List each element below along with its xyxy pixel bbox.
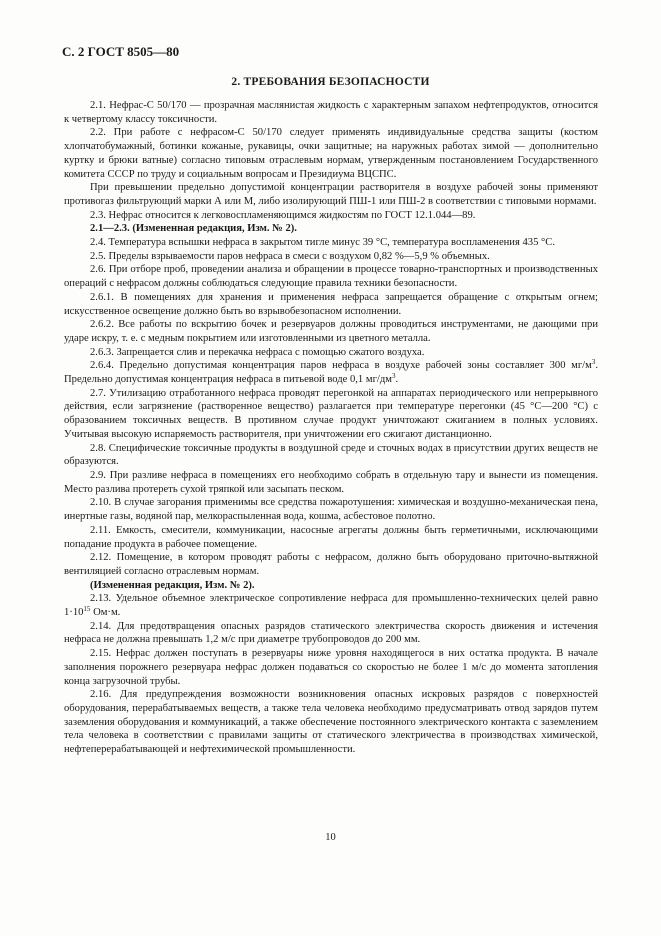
- paragraph: 2.6.2. Все работы по вскрытию бочек и резервуаров должны проводиться инструментами, не дающими при ударе искру, т. е. с медным покрытием или изготовленными из цветного металла.: [64, 319, 598, 344]
- amendment-note: 2.1—2.3. (Измененная редакция, Изм. № 2).: [90, 223, 297, 235]
- paragraph: 2.11. Емкость, смесители, коммуникации, насосные агрегаты должны быть герметичными, исключающими попадание продукта в рабочее помещение.: [64, 524, 598, 550]
- section-title: 2. ТРЕБОВАНИЯ БЕЗОПАСНОСТИ: [231, 76, 430, 88]
- paragraph: 2.6.3. Запрещается слив и перекачка нефраса с помощью сжатого воздуха.: [90, 346, 425, 358]
- paragraph: 2.10. В случае загорания применимы все средства пожаротушения: химическая и воздушно-механическая пена, инертные газы, водяной пар, мелкораспыленная вода, кошма, асбестовое полотно.: [64, 497, 598, 523]
- paragraph: 2.6. При отборе проб, проведении анализа и обращении в процессе товарно-транспортных и производственных операций с нефрасом должны соблюдаться следующие правила техники безопасности.: [64, 264, 598, 290]
- page-number: 10: [325, 832, 336, 843]
- paragraph: 2.16. Для предупреждения возможности возникновения опасных искровых разрядов с поверхностей оборудования, перерабатываемых веществ, а также тела человека необходимо предусматривать отвод зарядов путем заземления оборудования и коммуникаций, а также обеспечение постоянного электрического контакта с заземлением тела человека в соответствии с правилами защиты от статического электричества в производствах химической, нефтеперерабатывающей и нефтехимической промышленности.: [64, 689, 598, 756]
- paragraph: 2.12. Помещение, в котором проводят работы с нефрасом, должно быть оборудовано приточно-вытяжной вентиляцией согласно отраслевым нормам.: [64, 552, 598, 577]
- paragraph-text: 2.13. Удельное объемное электрическое сопротивление нефраса для промышленно-технических целей равно 1·10: [64, 593, 598, 619]
- page-header: С. 2 ГОСТ 8505—80: [62, 44, 180, 59]
- amendment-note: (Измененная редакция, Изм. № 2).: [90, 579, 255, 591]
- paragraph-text: . Предельно допустимая концентрация нефраса в питьевой воде 0,1 мг/дм: [64, 360, 598, 386]
- paragraph-2-13: [64, 592, 598, 619]
- paragraph: При превышении предельно допустимой концентрации растворителя в воздухе рабочей зоны применяют противогаз фильтрующий марки А или М, либо изолирующий ПШ-1 или ПШ-2 в соответствии с типовыми нормами.: [64, 182, 598, 207]
- paragraph: 2.1. Нефрас-С 50/170 — прозрачная маслянистая жидкость с характерным запахом нефтепродуктов, относится к четвертому классу токсичности.: [64, 100, 598, 125]
- paragraph: 2.15. Нефрас должен поступать в резервуары ниже уровня находящегося в них остатка продукта. В начале заполнения порожнего резервуара нефрас должен подаваться со скоростью не более 1 м/с до момента затопления конца загрузочной трубы.: [64, 648, 598, 687]
- paragraph: 2.5. Пределы взрываемости паров нефраса в смеси с воздухом 0,82 %—5,9 % объемных.: [90, 250, 490, 262]
- superscript: 3: [591, 358, 596, 367]
- paragraph: 2.2. При работе с нефрасом-С 50/170 следует применять индивидуальные средства защиты (костюм хлопчатобумажный, ботинки кожаные, рукавицы, очки защитные; на наружных работах зимой — дополнительно куртку и брюки ватные) согласно типовым отраслевым нормам, утвержденным постановлением Государственного комитета СССР по труду и социальным вопросам и Президиума ВЦСПС.: [64, 127, 598, 180]
- paragraph-text: .: [395, 374, 399, 386]
- document-body: [64, 99, 598, 757]
- paragraph: 2.6.1. В помещениях для хранения и применения нефраса запрещается обращение с открытым огнем; искусственное освещение должно быть во взрывобезопасном исполнении.: [64, 291, 598, 317]
- paragraph-2-6-4: [64, 359, 598, 386]
- paragraph: 2.7. Утилизацию отработанного нефраса проводят перегонкой на аппаратах периодического или непрерывного действия, если загрязнение (растворенное вещество) разлагается при температуре перегонки (45 °С—200 °С) с образованием токсичных веществ. В противном случае продукт уничтожают сжиганием в полных условиях. Учитывая высокую испаряемость растворителя, при уничтожении его сжигают дистанционно.: [64, 387, 598, 440]
- paragraph: 2.4. Температура вспышки нефраса в закрытом тигле минус 39 °С, температура воспламенения 435 °С.: [90, 237, 555, 249]
- paragraph: 2.14. Для предотвращения опасных разрядов статического электричества скорость движения и истечения нефраса не должна превышать 1,2 м/с при диаметре трубопроводов до 200 мм.: [64, 620, 598, 646]
- paragraph: 2.8. Специфические токсичные продукты в воздушной среде и сточных водах в присутствии других веществ не образуются.: [64, 442, 598, 468]
- superscript: 15: [83, 605, 91, 614]
- paragraph-text: 2.6.4. Предельно допустимая концентрация паров нефраса в воздухе рабочей зоны составляет 300 мг/м: [90, 360, 592, 372]
- paragraph-text: Ом·м.: [90, 607, 121, 619]
- superscript: 3: [391, 372, 396, 381]
- paragraph: 2.3. Нефрас относится к легковоспламеняющимся жидкостям по ГОСТ 12.1.044—89.: [90, 209, 476, 221]
- paragraph: 2.9. При разливе нефраса в помещениях его необходимо собрать в отдельную тару и вынести из помещения. Место разлива протереть сухой тряпкой или засыпать песком.: [64, 469, 598, 495]
